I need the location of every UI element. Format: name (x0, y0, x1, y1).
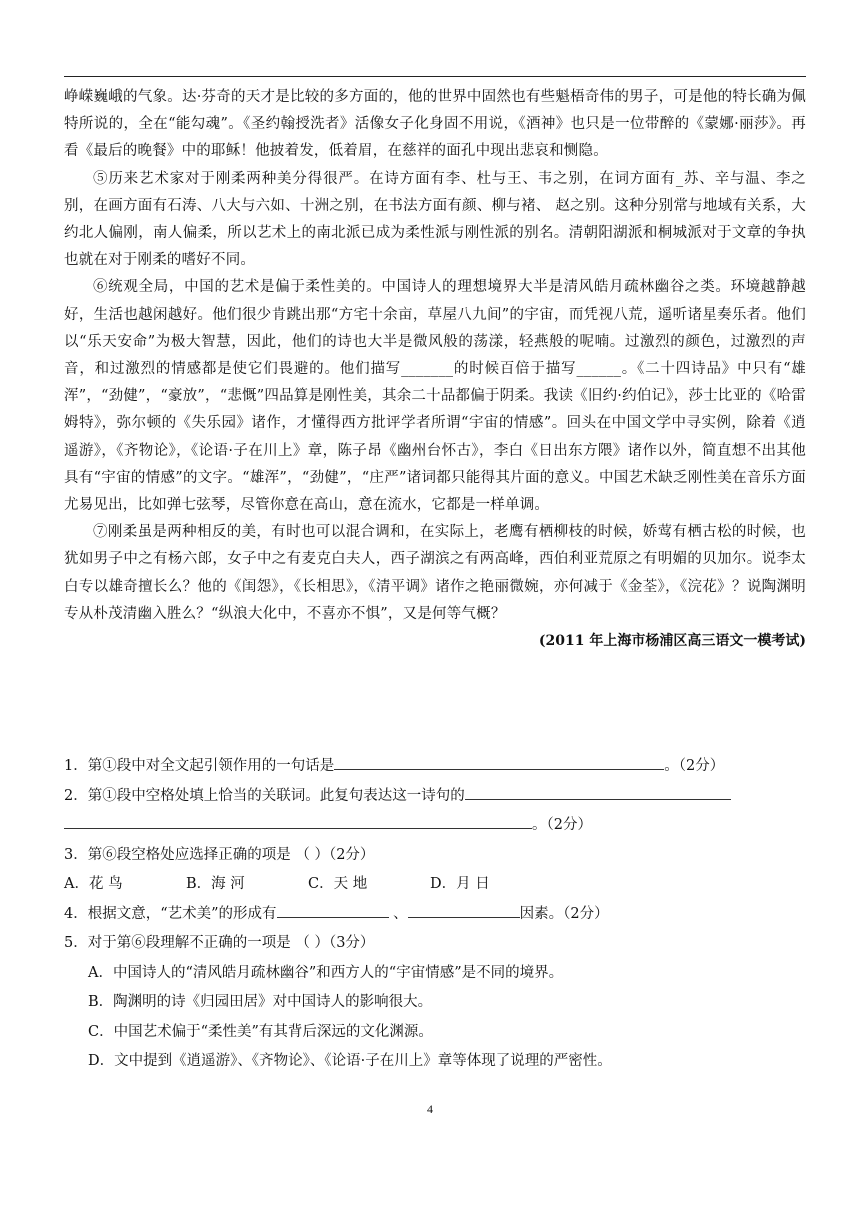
question-5-option-d[interactable]: D．文中提到《逍遥游》、《齐物论》、《论语·子在川上》章等体现了说理的严密性。 (88, 1053, 612, 1069)
question-2-text: 2．第①段中空格处填上恰当的关联词。此复句表达这一诗句的 (64, 787, 465, 804)
question-4-text: 4．根据文意，“艺术美”的形成有 (64, 905, 277, 922)
question-1-text: 1．第①段中对全文起引领作用的一句话是 (64, 758, 335, 774)
passage (64, 84, 806, 655)
question-5-option-b[interactable]: B．陶渊明的诗《归园田居》对中国诗人的影响很大。 (88, 994, 433, 1010)
question-2-points: 。（2分） (532, 817, 592, 833)
question-1 (64, 752, 806, 782)
question-1-points: 。（2分） (664, 758, 725, 774)
passage-paragraph-7: ⑦刚柔虽是两种相反的美，有时也可以混合调和，在实际上，老鹰有栖柳枝的时候，娇莺有栖古松的时候，也犹如男子中之有杨六郎，女子中之有麦克白夫人，西子湖滨之有两高峰，西伯利亚荒原之有明媚的贝加尔。说李太白专以雄奇擅长么？他的《闺怨》，《长相思》，《清平调》诸作之艳丽微婉，亦何减于《金荃》，《浣花》？说陶渊明专从朴茂清幽入胜么？“纵浪大化中，不喜亦不惧”，又是何等气概？ (64, 524, 806, 622)
question-4-separator: 、 (388, 905, 408, 922)
question-5-option-a[interactable]: A．中国诗人的“清风皓月疏林幽谷”和西方人的“宇宙情感”是不同的境界。 (88, 964, 564, 981)
question-2-answer-blank-line2[interactable] (64, 814, 532, 829)
question-1-answer-blank[interactable] (334, 755, 664, 770)
header-rule (64, 76, 806, 77)
question-4-points: 因素。（2分） (519, 905, 609, 922)
question-4-answer-blank-1[interactable] (277, 903, 389, 918)
source-citation: (2011 年上海市杨浦区高三语文一模考试) (538, 633, 806, 650)
question-list (64, 752, 806, 1077)
question-2-answer-blank-line1[interactable] (465, 785, 731, 800)
page-number: 4 (427, 1102, 433, 1116)
passage-paragraph-6: ⑥统观全局，中国的艺术是偏于柔性美的。中国诗人的理想境界大半是清风皓月疏林幽谷之类。环境越静越好，生活也越闲越好。他们很少肯跳出那“方宅十余亩，草屋八九间”的宇宙，而凭视八荒，遥听诸星奏乐者。他们以“乐天安命”为极大智慧，因此，他们的诗也大半是微风般的荡漾，轻燕般的呢喃。过激烈的颜色，过激烈的声音，和过激烈的情感都是使它们畏避的。他们描写_______的时候百倍于描写______。《二十四诗品》中只有“雄浑”，“劲健”，“豪放”，“悲慨”四品算是刚性美，其余二十品都偏于阴柔。我读《旧约·约伯记》，莎士比亚的《哈雷姆特》，弥尔顿的《失乐园》诸作，才懂得西方批评学者所谓“宇宙的情感”。回头在中国文学中寻实例，除着《逍遥游》，《齐物论》，《论语·子在川上》章，陈子昂《幽州台怀古》，李白《日出东方隈》诸作以外，简直想不出其他具有“宇宙的情感”的文字。“雄浑”，“劲健”，“庄严”诸词都只能得其片面的意义。中国艺术缺乏刚性美在音乐方面尤易见出，比如弹七弦琴，尽管你意在高山，意在流水，它都是一样单调。 (64, 279, 806, 514)
passage-paragraph-5: ⑤历来艺术家对于刚柔两种美分得很严。在诗方面有李、杜与王、韦之别，在词方面有_苏、辛与温、李之别，在画方面有石涛、八大与六如、十洲之别，在书法方面有颜、柳与褚、 赵之别。这种分别常与地域有关系，大约北人偏刚，南人偏柔，所以艺术上的南北派已成为柔性派与刚性派的别名。清朝阳湖派和桐城派对于文章的争执也就在对于刚柔的嗜好不同。 (64, 170, 806, 269)
question-4-answer-blank-2[interactable] (408, 903, 520, 918)
question-3-options (64, 870, 806, 900)
question-3-option-b[interactable]: B．海 河 (186, 876, 245, 892)
question-3-option-c[interactable]: C．天 地 (308, 876, 368, 892)
question-3-option-d[interactable]: D．月 日 (430, 876, 490, 892)
passage-paragraph-4-continued: 峥嵘巍峨的气象。达·芬奇的天才是比较的多方面的，他的世界中固然也有些魁梧奇伟的男子，可是他的特长确为佩特所说的，全在“能勾魂”。《圣约翰授洗者》活像女子化身固不用说，《酒神》也只是一位带醉的《蒙娜·丽莎》。再看《最后的晚餐》中的耶稣！他披着发，低着眉，在慈祥的面孔中现出悲哀和恻隐。 (64, 89, 806, 160)
question-3: 3．第⑥段空格处应选择正确的项是 （ ）（2分） (64, 846, 375, 863)
question-2 (64, 782, 806, 812)
question-4 (64, 900, 806, 930)
question-2-continued (64, 811, 806, 841)
question-5: 5．对于第⑥段理解不正确的一项是 （ ）（3分） (64, 935, 375, 951)
question-3-option-a[interactable]: A．花 鸟 (64, 876, 123, 892)
question-5-option-c[interactable]: C．中国艺术偏于“柔性美”有其背后深远的文化渊源。 (88, 1023, 433, 1040)
